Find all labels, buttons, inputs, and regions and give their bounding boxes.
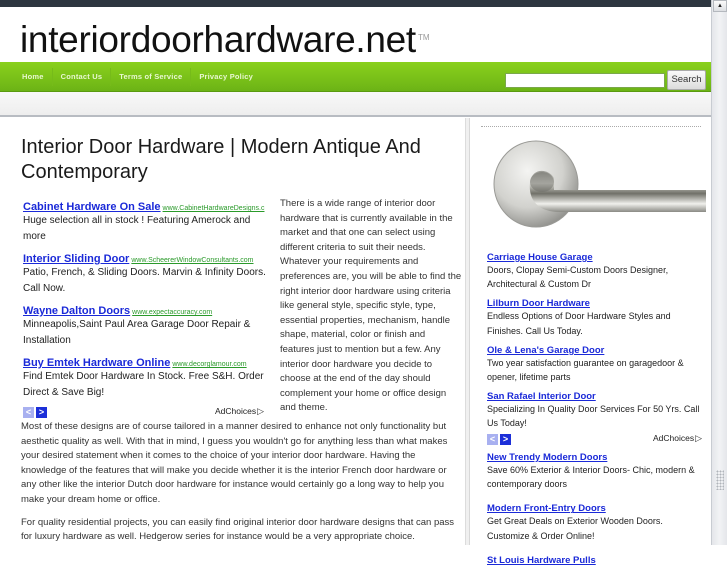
- sub-nav-bar: [0, 92, 711, 117]
- ad-description: Get Great Deals on Exterior Wooden Doors. Customize & Order Online!: [487, 516, 663, 541]
- site-header: [0, 7, 711, 62]
- nav-link-home[interactable]: Home: [22, 72, 44, 81]
- adchoices-label: AdChoices: [214, 406, 257, 416]
- content-area: [0, 118, 711, 566]
- chevron-left-icon[interactable]: <: [23, 407, 34, 418]
- ad-title-link[interactable]: Interior Sliding Door: [23, 253, 130, 265]
- ad-title-link[interactable]: Modern Front-Entry Doors: [487, 503, 606, 515]
- ad-description: Patio, French, & Sliding Doors. Marvin & Infinity Doors. Call Now.: [23, 267, 266, 294]
- adchoices-link[interactable]: [653, 433, 702, 444]
- dotted-divider: [481, 126, 701, 127]
- ad-description: Huge selection all in stock ! Featuring Amerock and more: [23, 215, 251, 242]
- search-input[interactable]: [505, 73, 665, 88]
- main-column: [0, 118, 466, 545]
- ad-url-link[interactable]: www.CabinetHardwareDesigns.c: [162, 205, 265, 212]
- nav-link-contact-us[interactable]: Contact Us: [52, 68, 111, 86]
- ad-title-link[interactable]: San Rafael Interior Door: [487, 391, 596, 403]
- ad-description: Doors, Clopay Semi-Custom Doors Designer, Architectural & Custom Dr: [487, 265, 669, 290]
- ad-title-link[interactable]: Ole & Lena's Garage Door: [487, 344, 605, 356]
- ad-title-link[interactable]: New Trendy Modern Doors: [487, 452, 608, 463]
- ad-item: [23, 250, 268, 297]
- chevron-right-icon[interactable]: >: [36, 407, 47, 418]
- adchoices-link[interactable]: [215, 406, 264, 417]
- scroll-thumb-grip[interactable]: [716, 470, 724, 490]
- door-handle-image: [488, 138, 708, 230]
- ad-item: [23, 302, 268, 349]
- trademark-mark: TM: [418, 33, 430, 42]
- ad-item: [23, 354, 268, 401]
- page-title: Interior Door Hardware | Modern Antique And Contemporary: [21, 136, 421, 183]
- ad-item: [487, 387, 702, 430]
- ad-item: [487, 341, 702, 387]
- sidebar: [478, 118, 703, 566]
- article-paragraph: For quality residential projects, you can easily find original interior door hardware designs that can pass for luxury hardware as well. Hedgerow series for instance would be a very appropriate choice.: [21, 516, 455, 543]
- ad-title-link[interactable]: Wayne Dalton Doors: [23, 305, 131, 317]
- nav-links: [14, 62, 261, 92]
- column-divider: [466, 118, 470, 545]
- ad-url-link[interactable]: www.expectaccuracy.com: [132, 309, 213, 316]
- nav-link-terms-of-service[interactable]: Terms of Service: [110, 68, 190, 86]
- article-paragraph: Most of these designs are of course tailored in a manner desired to enhance not only functionality but aesthetic quality as well. With that in mind, I guess you wouldn't go for anything less than what makes your desired statement when it comes to the choice of your interior door hardware. Having the knowledge of the features that will make you decide whether it is the interior French door hardware or any other like the interior Dutch door hardware for instance would certainly go a long way to help you make your dream home or office.: [21, 421, 448, 505]
- ad-description: Save 60% Exterior & Interior Doors- Chic, modern & contemporary doors: [487, 465, 695, 490]
- ad-block-sidebar: [487, 248, 702, 447]
- ad-description: Find Emtek Door Hardware In Stock. Free S&H. Order Direct & Save Big!: [23, 371, 264, 398]
- chevron-right-icon[interactable]: >: [500, 434, 511, 445]
- search-button[interactable]: Search: [667, 70, 706, 90]
- scroll-up-arrow-icon[interactable]: ▲: [713, 0, 727, 12]
- ad-description: Two year satisfaction guarantee on garagedoor & opener, lifetime parts: [487, 357, 684, 383]
- ad-title-link[interactable]: Lilburn Door Hardware: [487, 298, 590, 310]
- article-body: [21, 420, 463, 553]
- nav-bar: [0, 62, 711, 92]
- ad-pagination: [487, 433, 702, 447]
- ad-pagination: [23, 406, 268, 420]
- ad-item: [23, 198, 268, 245]
- adchoices-icon: ▷: [695, 432, 702, 443]
- site-title[interactable]: interiordoorhardware.net: [20, 19, 416, 60]
- ad-title-link[interactable]: Buy Emtek Hardware Online: [23, 357, 171, 369]
- ad-description: Minneapolis,Saint Paul Area Garage Door Repair & Installation: [23, 319, 251, 346]
- ad-url-link[interactable]: www.ScheererWindowConsultants.com: [131, 257, 254, 264]
- ad-block-main: [23, 198, 268, 420]
- ad-item: [487, 551, 702, 566]
- intro-text: There is a wide range of interior door hardware that is currently available in the market and that one can select using different criteria to suit their needs. Whatever your requirements and preferences are, you will be able to find the right interior door hardware using criteria like general style, specific style, type, essential properties, mechanism, handle shape, material, color or finish and features just to mention but a few. Any interior door hardware you decide to choose at the end of the day should complement your home or office design and theme.: [280, 198, 462, 414]
- ad-title-link[interactable]: Cabinet Hardware On Sale: [23, 201, 161, 213]
- ad-description: Endless Options of Door Hardware Styles and Finishes. Call Us Today.: [487, 311, 671, 336]
- nav-link-privacy-policy[interactable]: Privacy Policy: [190, 68, 261, 86]
- browser-top-bar: [0, 0, 711, 7]
- ad-title-link[interactable]: Carriage House Garage: [487, 252, 593, 263]
- adchoices-icon: ▷: [257, 406, 264, 416]
- ad-item: [487, 499, 702, 545]
- ad-item: [487, 248, 702, 294]
- ad-description: Specializing In Quality Door Services For 50 Yrs. Call Us Today!: [487, 404, 700, 429]
- ad-item: [487, 294, 702, 340]
- adchoices-label: AdChoices: [652, 432, 695, 443]
- ad-block-sidebar-2: [487, 448, 702, 571]
- ad-title-link[interactable]: St Louis Hardware Pulls: [487, 554, 596, 566]
- chevron-left-icon[interactable]: <: [487, 434, 498, 445]
- ad-url-link[interactable]: www.decorglamour.com: [172, 361, 247, 368]
- vertical-scrollbar[interactable]: [711, 0, 727, 545]
- ad-item: [487, 448, 702, 494]
